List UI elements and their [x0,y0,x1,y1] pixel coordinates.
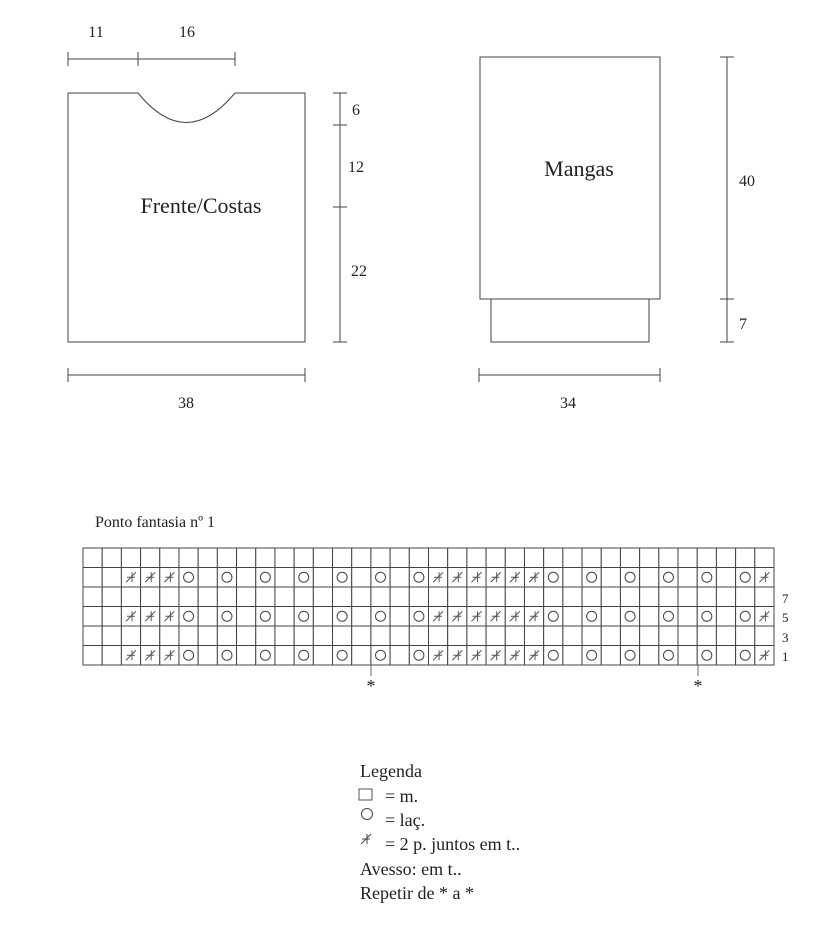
chart-cell [217,568,236,588]
chart-cell [409,548,428,568]
chart-cell [524,587,543,607]
chart-cell [237,607,256,627]
chart-cell [563,587,582,607]
chart-cell [601,587,620,607]
chart-cell [582,587,601,607]
neck-width-label: 16 [179,24,195,41]
chart-cell [160,548,179,568]
chart-cell [640,548,659,568]
chart-cell [352,626,371,646]
chart-cell [620,646,639,666]
chart-cell [467,548,486,568]
chart-cell [409,646,428,666]
square-icon [359,789,372,800]
chart-cell [505,587,524,607]
chart-cell [544,548,563,568]
sleeve-cuff-outline [491,299,649,342]
chart-cell [467,626,486,646]
chart-cell [640,568,659,588]
chart-cell [640,587,659,607]
stitch-chart [83,548,774,665]
chart-cell [275,646,294,666]
row-number: 1 [782,649,789,664]
chart-cell [486,626,505,646]
chart-cell [659,607,678,627]
chart-cell [448,626,467,646]
chart-cell [505,626,524,646]
chart-cell [582,607,601,627]
chart-cell [640,646,659,666]
chart-cell [582,548,601,568]
chart-cell [755,548,774,568]
chart-cell [582,568,601,588]
chart-cell [352,607,371,627]
chart-row [83,568,774,588]
chart-cell [697,568,716,588]
chart-cell [237,548,256,568]
chart-row [83,626,774,646]
chart-cell [524,626,543,646]
chart-cell [121,587,140,607]
chart-cell [371,568,390,588]
chart-cell [620,568,639,588]
legend-item-knit: = m. [385,786,419,806]
chart-cell [659,548,678,568]
chart-cell [121,626,140,646]
chart-cell [620,626,639,646]
chart-cell [198,568,217,588]
chart-cell [697,626,716,646]
chart-cell [678,646,697,666]
chart-cell [505,548,524,568]
chart-cell [755,626,774,646]
front-back-schematic [68,24,367,412]
chart-cell [198,607,217,627]
legend-item-k2tog: = 2 p. juntos em t.. [385,834,521,854]
chart-cell [256,626,275,646]
chart-cell [409,626,428,646]
legend-item-yarn-over: = laç. [385,810,426,830]
chart-cell [601,626,620,646]
chart-cell [237,646,256,666]
chart-cell [102,568,121,588]
chart-cell [275,626,294,646]
repeat-markers [367,665,703,696]
chart-cell [256,646,275,666]
chart-cell [313,607,332,627]
chart-cell [755,587,774,607]
repeat-marker-start: * [366,676,376,696]
chart-cell [582,646,601,666]
chart-row-numbers [782,591,789,664]
legend-title: Legenda [360,761,422,781]
chart-cell [601,548,620,568]
chart-cell [390,568,409,588]
repeat-marker-end: * [693,676,703,696]
chart-cell [217,607,236,627]
chart-cell [467,587,486,607]
chart-cell [313,646,332,666]
chart-cell [448,587,467,607]
chart-cell [640,607,659,627]
chart-cell [179,626,198,646]
chart-cell [256,607,275,627]
chart-cell [256,587,275,607]
front-back-label: Frente/Costas [140,193,262,218]
chart-row [83,548,774,568]
row-number: 3 [782,630,789,645]
chart-cell [544,568,563,588]
chart-cell [275,548,294,568]
chart-cell [716,587,735,607]
chart-cell [371,646,390,666]
chart-cell [102,607,121,627]
chart-cell [237,568,256,588]
chart-cell [524,548,543,568]
chart-cell [678,568,697,588]
chart-cell [659,568,678,588]
chart-cell [294,646,313,666]
chart-row [83,607,774,627]
chart-cell [102,626,121,646]
chart-cell [294,568,313,588]
chart-cell [486,587,505,607]
chart-cell [429,587,448,607]
chart-cell [716,548,735,568]
chart-cell [390,607,409,627]
chart-cell [121,548,140,568]
chart-cell [294,587,313,607]
chart-cell [601,568,620,588]
chart-cell [83,568,102,588]
chart-cell [716,568,735,588]
chart-cell [102,548,121,568]
chart-cell [716,646,735,666]
lower-body-height-label: 22 [351,263,367,280]
chart-cell [582,626,601,646]
chart-cell [294,548,313,568]
chart-cell [275,607,294,627]
chart-cell [390,626,409,646]
chart-cell [601,646,620,666]
chart-cell [716,607,735,627]
chart-cell [697,548,716,568]
chart-cell [697,587,716,607]
chart-cell [333,646,352,666]
chart-cell [678,587,697,607]
chart-cell [237,626,256,646]
legend-note-wrong-side: Avesso: em t.. [360,859,462,879]
chart-cell [333,607,352,627]
chart-cell [313,626,332,646]
chart-cell [390,548,409,568]
chart-cell [716,626,735,646]
chart-cell [409,607,428,627]
chart-cell [659,646,678,666]
row-number: 5 [782,610,789,625]
sleeves-label: Mangas [544,156,614,181]
chart-cell [141,548,160,568]
chart-cell [179,646,198,666]
chart-cell [429,548,448,568]
chart-cell [83,646,102,666]
chart-cell [217,626,236,646]
chart-cell [256,568,275,588]
cuff-height-label: 7 [739,316,747,333]
chart-cell [659,626,678,646]
chart-cell [217,548,236,568]
chart-cell [83,626,102,646]
chart-cell [620,607,639,627]
chart-cell [294,607,313,627]
chart-cell [736,626,755,646]
chart-cell [371,626,390,646]
chart-cell [563,646,582,666]
chart-cell [371,607,390,627]
chart-cell [563,568,582,588]
sleeve-width-label: 34 [560,395,576,412]
chart-cell [352,646,371,666]
chart-cell [409,587,428,607]
sleeve-length-label: 40 [739,173,755,190]
chart-cell [333,626,352,646]
chart-cell [313,587,332,607]
chart-cell [620,548,639,568]
chart-cell [563,626,582,646]
chart-cell [313,568,332,588]
chart-cell [544,646,563,666]
chart-cell [620,587,639,607]
chart-cell [736,587,755,607]
chart-cell [333,587,352,607]
chart-row [83,587,774,607]
shoulder-width-label: 11 [88,24,104,41]
chart-cell [678,548,697,568]
body-width-label: 38 [178,395,194,412]
chart-cell [659,587,678,607]
chart-cell [275,568,294,588]
chart-cell [83,607,102,627]
chart-cell [102,587,121,607]
chart-cell [160,626,179,646]
chart-cell [179,548,198,568]
chart-cell [160,587,179,607]
chart-cell [217,646,236,666]
chart-cell [736,548,755,568]
chart-cell [544,587,563,607]
chart-cell [179,568,198,588]
chart-cell [179,587,198,607]
chart-cell [486,548,505,568]
row-number: 7 [782,591,789,606]
chart-cell [544,626,563,646]
chart-cell [313,548,332,568]
chart-cell [601,607,620,627]
chart-cell [736,607,755,627]
chart-cell [352,548,371,568]
chart-cell [141,587,160,607]
chart-cell [409,568,428,588]
chart-cell [544,607,563,627]
chart-cell [83,548,102,568]
legend [359,761,520,903]
neck-depth-label: 6 [352,102,360,119]
chart-title: Ponto fantasia nº 1 [95,514,216,531]
chart-cell [217,587,236,607]
legend-note-repeat: Repetir de * a * [360,883,474,903]
chart-cell [736,568,755,588]
chart-cell [256,548,275,568]
chart-cell [563,607,582,627]
chart-cell [563,548,582,568]
chart-cell [736,646,755,666]
armhole-height-label: 12 [348,159,364,176]
chart-cell [448,548,467,568]
chart-cell [333,568,352,588]
chart-cell [390,587,409,607]
chart-cell [198,626,217,646]
chart-cell [179,607,198,627]
chart-cell [678,607,697,627]
chart-cell [275,587,294,607]
chart-cell [333,548,352,568]
chart-cell [198,646,217,666]
chart-cell [390,646,409,666]
chart-cell [352,568,371,588]
chart-cell [83,587,102,607]
sleeves-schematic [479,57,755,412]
chart-cell [198,548,217,568]
chart-cell [294,626,313,646]
chart-cell [371,587,390,607]
chart-cell [102,646,121,666]
chart-cell [352,587,371,607]
chart-cell [678,626,697,646]
chart-cell [697,646,716,666]
chart-cell [198,587,217,607]
chart-cell [237,587,256,607]
k2tog-icon [361,834,371,844]
chart-cell [371,548,390,568]
chart-cell [697,607,716,627]
chart-cell [640,626,659,646]
chart-cell [429,626,448,646]
circle-icon [362,809,373,820]
chart-row [83,646,774,666]
chart-cell [141,626,160,646]
